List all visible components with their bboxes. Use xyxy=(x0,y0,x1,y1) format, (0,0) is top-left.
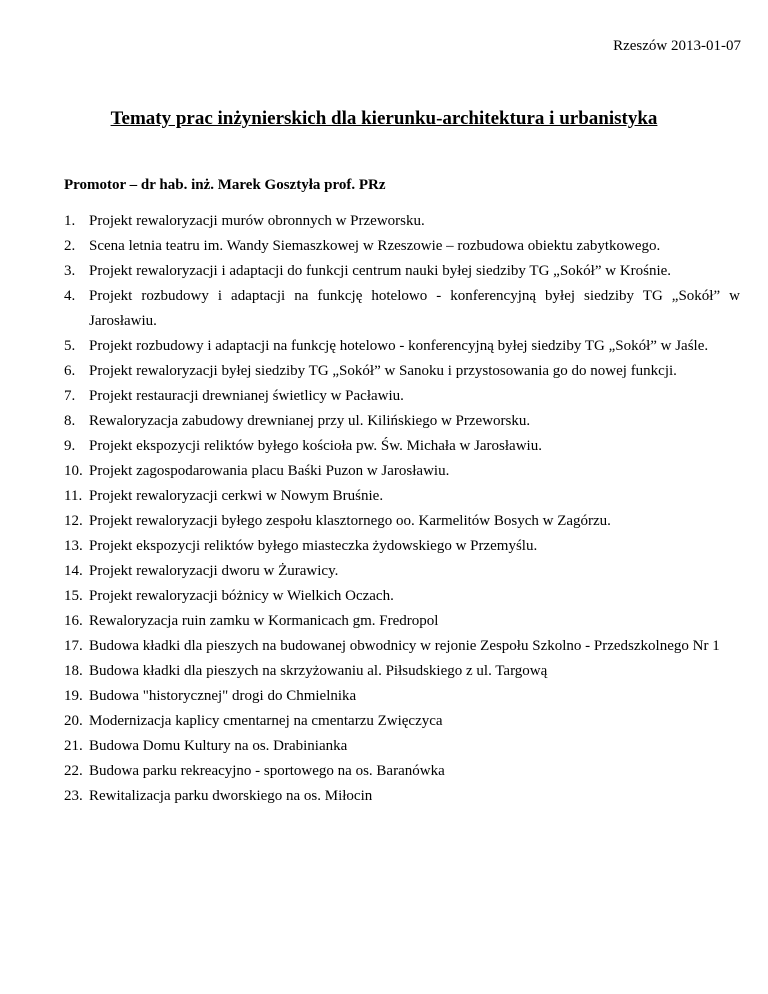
item-number: 10. xyxy=(64,463,83,479)
item-number: 4. xyxy=(64,288,76,304)
document-date: Rzeszów 2013-01-07 xyxy=(613,38,741,54)
promoter-heading: Promotor – dr hab. inż. Marek Gosztyła prof. PRz xyxy=(64,177,386,193)
item-number: 1. xyxy=(64,213,76,229)
item-number: 12. xyxy=(64,513,83,529)
item-text: Projekt rewaloryzacji i adaptacji do funkcji centrum nauki byłej siedziby TG „Sokół” w Krośnie. xyxy=(89,263,672,279)
list-item xyxy=(64,359,740,384)
item-text: Projekt rewaloryzacji byłej siedziby TG „Sokół” w Sanoku i przystosowania go do nowej funkcji. xyxy=(89,363,677,379)
item-text: Rewaloryzacja ruin zamku w Kormanicach gm. Fredropol xyxy=(89,613,439,629)
list-item xyxy=(64,459,740,484)
item-text: Projekt rewaloryzacji bóżnicy w Wielkich Oczach. xyxy=(89,588,394,604)
item-number: 20. xyxy=(64,713,83,729)
item-number: 19. xyxy=(64,688,83,704)
item-text: Projekt zagospodarowania placu Baśki Puzon w Jarosławiu. xyxy=(89,463,450,479)
list-item xyxy=(64,684,740,709)
list-item xyxy=(64,659,740,684)
item-number: 6. xyxy=(64,363,76,379)
item-text: Scena letnia teatru im. Wandy Siemaszkowej w Rzeszowie – rozbudowa obiektu zabytkowego. xyxy=(89,238,661,254)
item-number: 8. xyxy=(64,413,76,429)
item-text: Projekt rewaloryzacji dworu w Żurawicy. xyxy=(89,563,339,579)
item-number: 7. xyxy=(64,388,76,404)
list-item xyxy=(64,284,740,334)
item-number: 14. xyxy=(64,563,83,579)
list-item xyxy=(64,409,740,434)
item-text: Rewaloryzacja zabudowy drewnianej przy ul. Kilińskiego w Przeworsku. xyxy=(89,413,531,429)
item-number: 18. xyxy=(64,663,83,679)
list-item xyxy=(64,384,740,409)
item-number: 3. xyxy=(64,263,76,279)
list-item xyxy=(64,334,740,359)
item-number: 15. xyxy=(64,588,83,604)
list-item xyxy=(64,559,740,584)
item-text: Projekt ekspozycji reliktów byłego kościoła pw. Św. Michała w Jarosławiu. xyxy=(89,438,542,454)
item-text: Budowa kładki dla pieszych na budowanej obwodnicy w rejonie Zespołu Szkolno - Przedszkolnego Nr 1 xyxy=(89,638,720,654)
item-number: 16. xyxy=(64,613,83,629)
list-item xyxy=(64,584,740,609)
topics-list xyxy=(64,209,740,809)
item-number: 23. xyxy=(64,788,83,804)
list-item xyxy=(64,484,740,509)
list-item xyxy=(64,434,740,459)
list-item xyxy=(64,509,740,534)
list-item xyxy=(64,709,740,734)
item-text: Projekt rewaloryzacji cerkwi w Nowym Bruśnie. xyxy=(89,488,384,504)
item-text: Budowa kładki dla pieszych na skrzyżowaniu al. Piłsudskiego z ul. Targową xyxy=(89,663,548,679)
item-number: 21. xyxy=(64,738,83,754)
item-text: Projekt rewaloryzacji murów obronnych w Przeworsku. xyxy=(89,213,425,229)
list-item xyxy=(64,609,740,634)
item-text: Budowa parku rekreacyjno - sportowego na os. Baranówka xyxy=(89,763,445,779)
item-text: Modernizacja kaplicy cmentarnej na cmentarzu Zwięczyca xyxy=(89,713,443,729)
item-number: 11. xyxy=(64,488,83,504)
document-title: Tematy prac inżynierskich dla kierunku-architektura i urbanistyka xyxy=(110,108,658,129)
item-number: 17. xyxy=(64,638,83,654)
list-item xyxy=(64,634,740,659)
list-item xyxy=(64,759,740,784)
item-text: Projekt restauracji drewnianej świetlicy w Pacławiu. xyxy=(89,388,404,404)
list-item xyxy=(64,259,740,284)
item-text: Projekt ekspozycji reliktów byłego miasteczka żydowskiego w Przemyślu. xyxy=(89,538,538,554)
item-text: Projekt rewaloryzacji byłego zespołu klasztornego oo. Karmelitów Bosych w Zagórzu. xyxy=(89,513,611,529)
item-text: Rewitalizacja parku dworskiego na os. Miłocin xyxy=(89,788,373,804)
item-text: Budowa Domu Kultury na os. Drabinianka xyxy=(89,738,348,754)
list-item xyxy=(64,234,740,259)
item-number: 22. xyxy=(64,763,83,779)
list-item xyxy=(64,534,740,559)
item-text: Projekt rozbudowy i adaptacji na funkcję hotelowo - konferencyjną byłej siedziby TG „Sokół” w Jaśle. xyxy=(89,338,709,354)
item-text: Projekt rozbudowy i adaptacji na funkcję hotelowo - konferencyjną byłej siedziby TG „Sokół” w Jarosławiu. xyxy=(89,288,740,329)
item-number: 13. xyxy=(64,538,83,554)
item-number: 2. xyxy=(64,238,76,254)
list-item xyxy=(64,784,740,809)
item-number: 9. xyxy=(64,438,76,454)
item-number: 5. xyxy=(64,338,76,354)
item-text: Budowa "historycznej" drogi do Chmielnika xyxy=(89,688,357,704)
list-item xyxy=(64,734,740,759)
list-item xyxy=(64,209,740,234)
